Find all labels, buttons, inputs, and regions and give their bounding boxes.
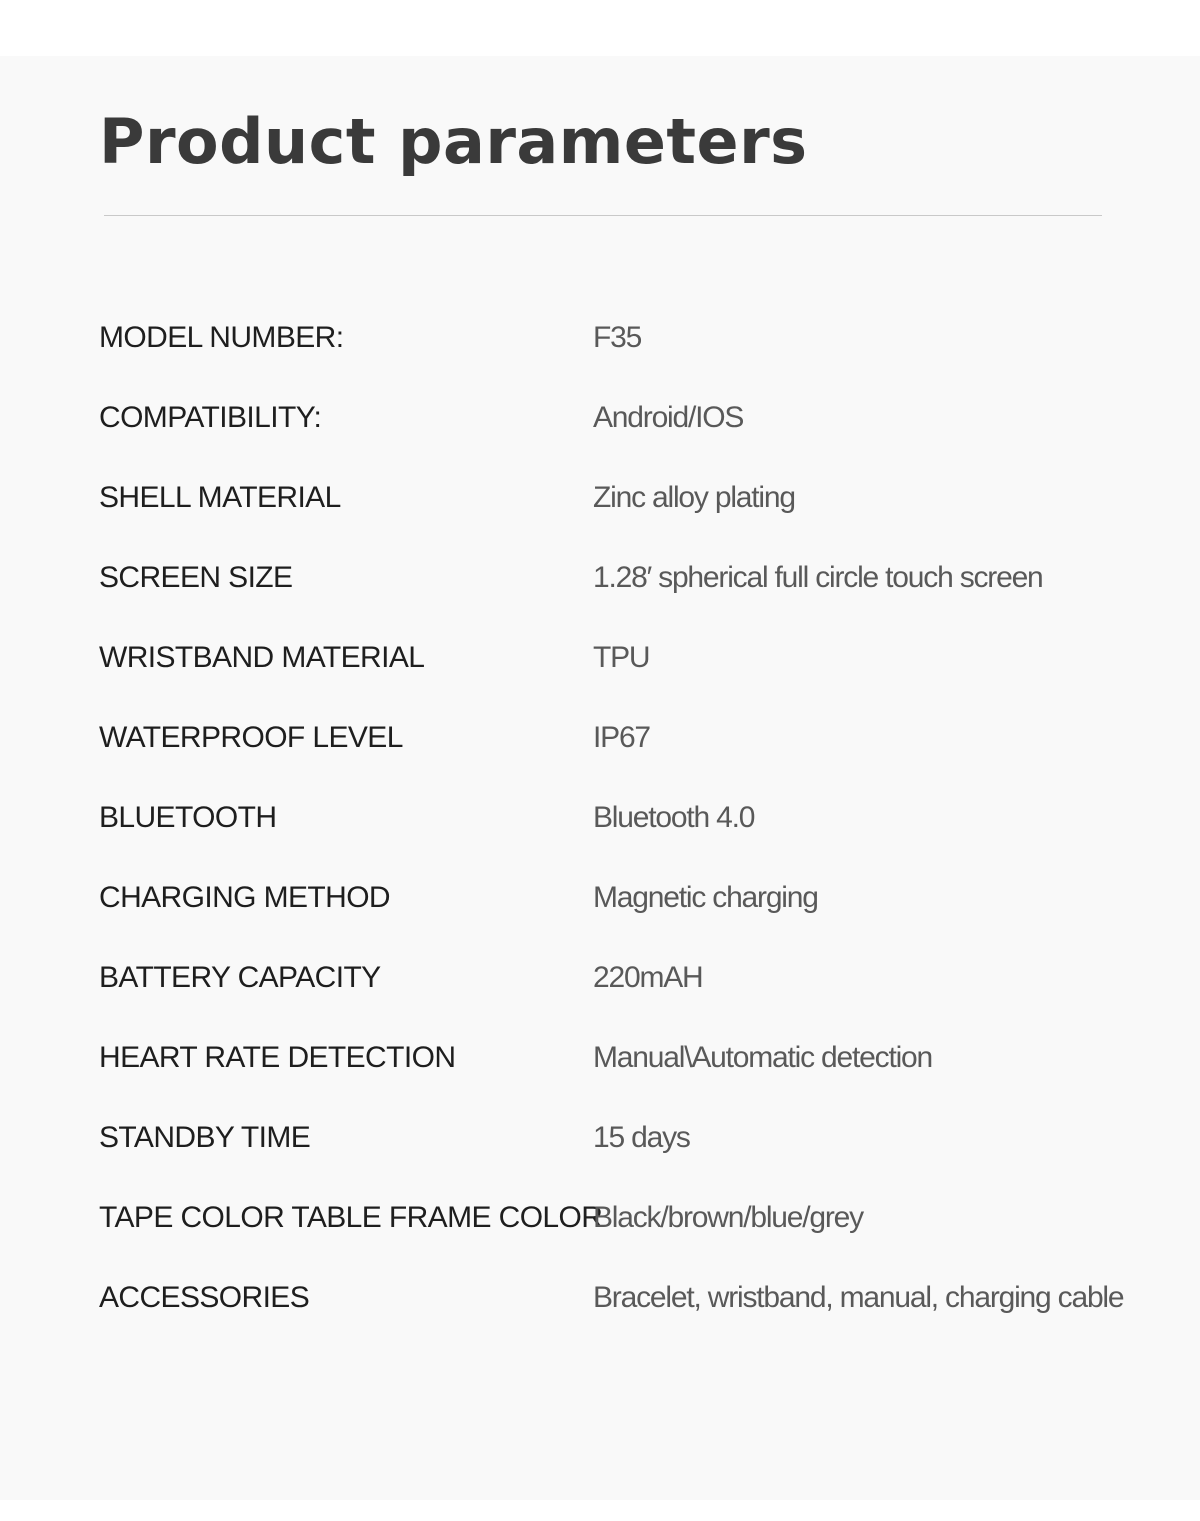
param-label: STANDBY TIME — [99, 1121, 311, 1154]
param-row-waterproof-level — [99, 698, 1189, 778]
param-label: HEART RATE DETECTION — [99, 1041, 456, 1074]
param-label: CHARGING METHOD — [99, 881, 391, 914]
param-label: COMPATIBILITY: — [99, 401, 322, 434]
param-value: Bluetooth 4.0 — [593, 801, 755, 834]
param-row-accessories — [99, 1258, 1189, 1338]
param-label: SHELL MATERIAL — [99, 481, 341, 514]
param-label: ACCESSORIES — [99, 1281, 310, 1314]
param-row-battery-capacity — [99, 938, 1189, 1018]
param-value: Zinc alloy plating — [593, 481, 795, 514]
param-label: SCREEN SIZE — [99, 561, 293, 594]
param-row-shell-material — [99, 458, 1189, 538]
param-row-charging-method — [99, 858, 1189, 938]
param-value: F35 — [593, 321, 642, 354]
param-label: MODEL NUMBER: — [99, 321, 344, 354]
param-row-bluetooth — [99, 778, 1189, 858]
param-value: Manual\Automatic detection — [593, 1041, 933, 1074]
page-title: Product parameters — [99, 105, 808, 178]
param-value: TPU — [593, 641, 650, 674]
param-row-wristband-material — [99, 618, 1189, 698]
param-row-screen-size — [99, 538, 1189, 618]
param-label: WRISTBAND MATERIAL — [99, 641, 425, 674]
param-row-model-number — [99, 298, 1189, 378]
param-row-standby-time — [99, 1098, 1189, 1178]
param-label: BLUETOOTH — [99, 801, 277, 834]
param-value: Bracelet, wristband, manual, charging cable — [593, 1281, 1124, 1314]
param-row-tape-color — [99, 1178, 1189, 1258]
param-value: 15 days — [593, 1121, 690, 1154]
parameter-list — [99, 298, 1189, 1338]
param-label: TAPE COLOR TABLE FRAME COLOR — [99, 1201, 603, 1234]
param-value: Android/IOS — [593, 401, 744, 434]
param-label: WATERPROOF LEVEL — [99, 721, 403, 754]
param-row-compatibility — [99, 378, 1189, 458]
title-divider — [104, 215, 1102, 216]
param-value: 220mAH — [593, 961, 703, 994]
param-value: Magnetic charging — [593, 881, 818, 914]
param-value: 1.28′ spherical full circle touch screen — [593, 561, 1043, 594]
param-row-heart-rate-detection — [99, 1018, 1189, 1098]
param-label: BATTERY CAPACITY — [99, 961, 381, 994]
param-value: IP67 — [593, 721, 650, 754]
param-value: Black/brown/blue/grey — [593, 1201, 863, 1234]
